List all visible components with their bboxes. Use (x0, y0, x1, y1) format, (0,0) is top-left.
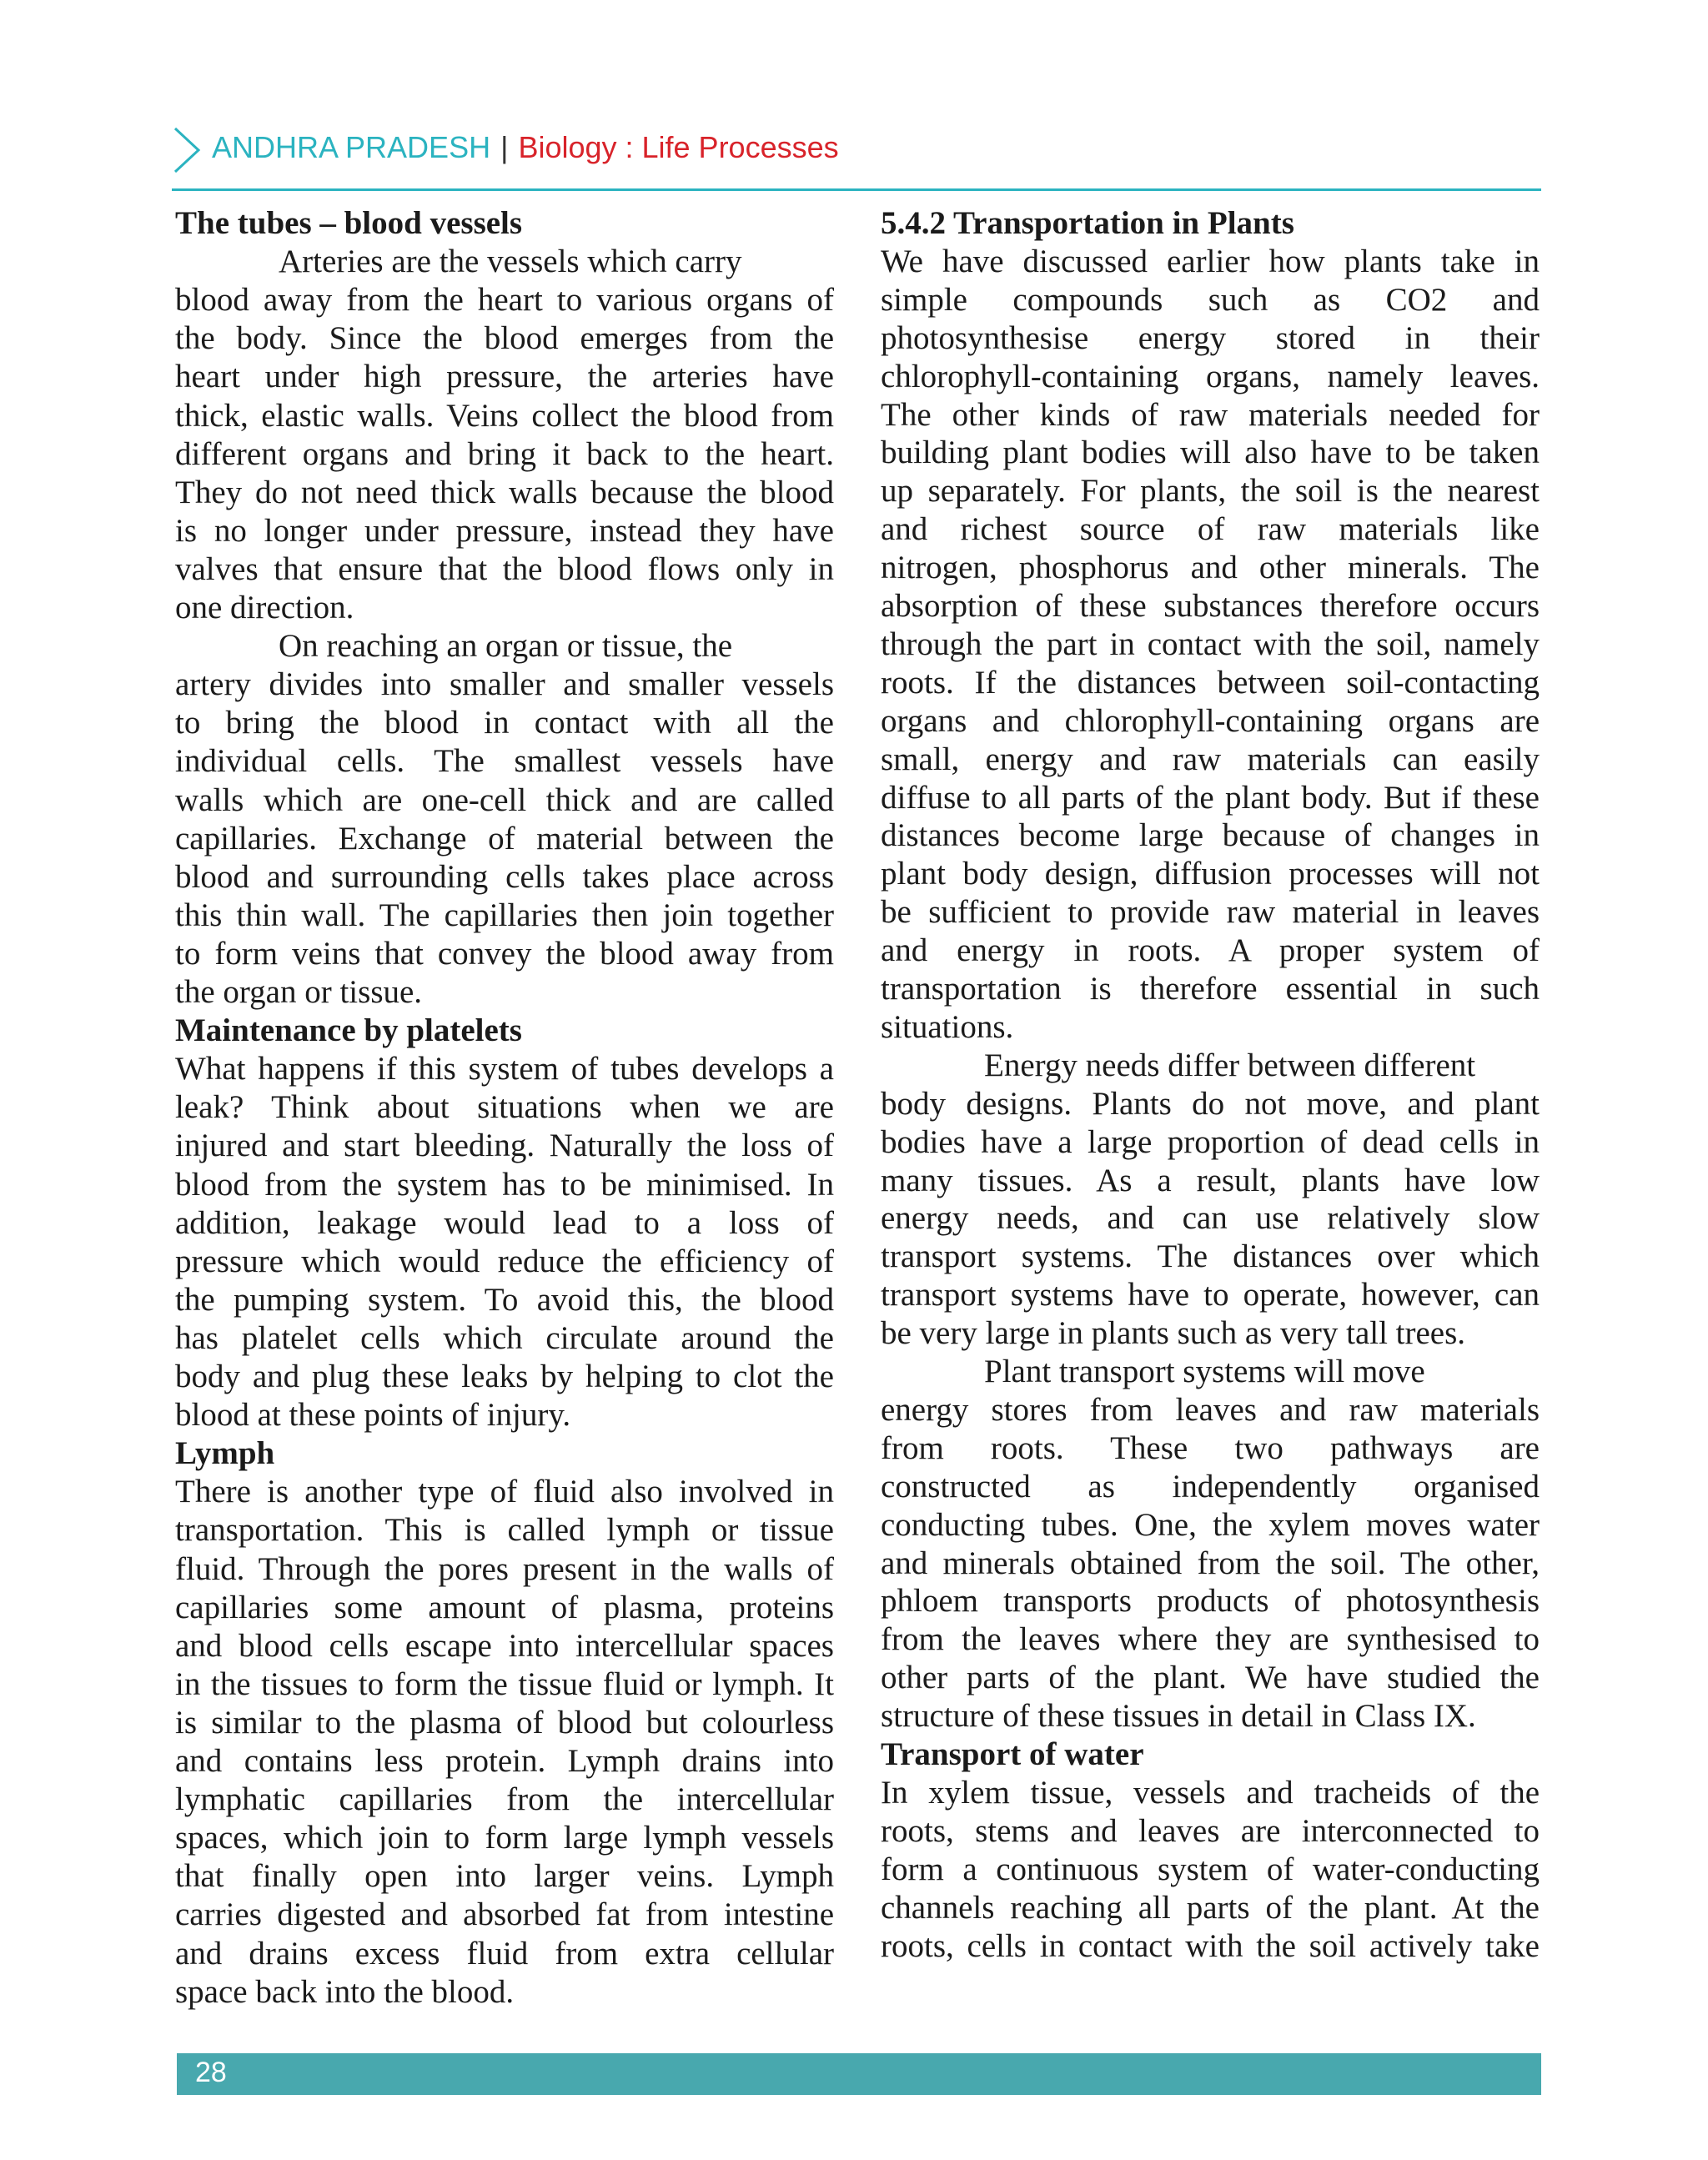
footer-bar (177, 2053, 1541, 2095)
text-line: constructed as independently organised (881, 1468, 1540, 1504)
text-line: and richest source of raw materials like (881, 511, 1540, 548)
text-line: In xylem tissue, vessels and tracheids of the (881, 1774, 1540, 1811)
text-line: transportation. This is called lymph or tissue (175, 1512, 834, 1549)
text-line: plant body design, diffusion processes will not (881, 856, 1540, 892)
text-line: structure of these tissues in detail in Class IX. (881, 1698, 1476, 1735)
section-heading: The tubes – blood vessels (175, 205, 523, 241)
text-line: spaces, which join to form large lymph vessels (175, 1820, 834, 1856)
text-line: has platelet cells which circulate around the (175, 1319, 834, 1356)
text-line: conducting tubes. One, the xylem moves water (881, 1506, 1540, 1543)
header-subject: Biology : Life Processes (518, 130, 839, 164)
text-line: transport systems. The distances over which (881, 1238, 1540, 1275)
text-line: roots, stems and leaves are interconnected to (881, 1812, 1540, 1849)
text-line: photosynthesise energy stored in their (881, 319, 1540, 356)
text-line: and minerals obtained from the soil. The other, (881, 1545, 1540, 1581)
text-line: distances become large because of changes in (881, 817, 1540, 854)
text-line: body and plug these leaks by helping to clot the (175, 1359, 834, 1394)
text-line: valves that ensure that the blood flows only in (175, 550, 834, 587)
text-line: is no longer under pressure, instead they have (175, 512, 834, 549)
text-line: simple compounds such as CO2 and (881, 281, 1540, 318)
text-line: transport systems have to operate, however, can (881, 1277, 1540, 1314)
text-line: many tissues. As a result, plants have low (881, 1162, 1540, 1198)
text-line: phloem transports products of photosynthesis (881, 1583, 1540, 1620)
text-line: roots, cells in contact with the soil actively take (881, 1927, 1540, 1964)
text-line: different organs and bring it back to the heart. (175, 435, 834, 472)
text-line: one direction. (175, 590, 354, 625)
text-line: Plant transport systems will move (984, 1354, 1425, 1389)
text-line: absorption of these substances therefore occurs (881, 588, 1540, 624)
text-line: thick, elastic walls. Veins collect the blood from (175, 397, 834, 434)
text-line: carries digested and absorbed fat from intestine (175, 1896, 834, 1933)
text-line: nitrogen, phosphorus and other minerals. The (881, 550, 1540, 586)
text-line: organs and chlorophyll-containing organs are (881, 702, 1540, 739)
text-line: individual cells. The smallest vessels have (175, 743, 834, 780)
text-line: be sufficient to provide raw material in leaves (881, 894, 1540, 931)
section-heading: Lymph (175, 1435, 275, 1472)
text-line: energy needs, and can use relatively slow (881, 1200, 1540, 1237)
text-line: other parts of the plant. We have studied the (881, 1660, 1540, 1696)
text-line: to bring the blood in contact with all the (175, 705, 834, 741)
section-heading: Transport of water (881, 1736, 1144, 1772)
text-line: blood and surrounding cells takes place across (175, 858, 834, 895)
text-line: Arteries are the vessels which carry (279, 244, 742, 280)
text-line: There is another type of fluid also involved in (175, 1474, 834, 1510)
text-line: and blood cells escape into intercellular spaces (175, 1627, 834, 1664)
text-line: Energy needs differ between different (984, 1047, 1476, 1083)
text-line: small, energy and raw materials can easily (881, 741, 1540, 777)
text-line: walls which are one-cell thick and are called (175, 781, 834, 818)
text-line: from the leaves where they are synthesised to (881, 1621, 1540, 1658)
text-line: be very large in plants such as very tall trees. (881, 1315, 1466, 1352)
text-line: artery divides into smaller and smaller vessels (175, 666, 834, 703)
text-line: addition, leakage would lead to a loss of (175, 1204, 834, 1241)
text-line: to form veins that convey the blood away from (175, 935, 834, 972)
text-line: blood away from the heart to various organs of (175, 282, 834, 319)
header-title (212, 130, 839, 165)
page-number: 28 (195, 2057, 227, 2088)
text-line: roots. If the distances between soil-contacting (881, 664, 1540, 701)
text-line: blood from the system has to be minimised. In (175, 1166, 834, 1203)
text-line: and drains excess fluid from extra cellular (175, 1935, 834, 1972)
text-line: space back into the blood. (175, 1973, 515, 2010)
text-line: pressure which would reduce the efficiency of (175, 1243, 834, 1279)
text-line: from roots. These two pathways are (881, 1429, 1540, 1466)
text-line: The other kinds of raw materials needed for (881, 396, 1540, 433)
text-line: heart under high pressure, the arteries have (175, 359, 834, 395)
text-line: up separately. For plants, the soil is the nearest (881, 473, 1540, 510)
text-line: chlorophyll-containing organs, namely leaves. (881, 358, 1540, 394)
text-line: lymphatic capillaries from the intercellular (175, 1781, 834, 1818)
text-line: diffuse to all parts of the plant body. But if these (881, 779, 1540, 816)
header-separator: | (500, 130, 509, 164)
text-line: the organ or tissue. (175, 974, 423, 1010)
text-line: and contains less protein. Lymph drains into (175, 1743, 834, 1779)
left-column (175, 203, 834, 2055)
text-line: capillaries some amount of plasma, proteins (175, 1589, 834, 1625)
text-line: channels reaching all parts of the plant. At the (881, 1889, 1540, 1926)
text-line: in the tissues to form the tissue fluid or lymph. It (175, 1665, 834, 1702)
text-line: fluid. Through the pores present in the walls of (175, 1550, 834, 1587)
text-line: building plant bodies will also have to be taken (881, 435, 1540, 471)
text-line: and energy in roots. A proper system of (881, 932, 1540, 969)
text-line: the body. Since the blood emerges from the (175, 320, 834, 357)
text-line: They do not need thick walls because the blood (175, 474, 834, 510)
text-line: through the part in contact with the soil, namely (881, 625, 1540, 662)
text-line: blood at these points of injury. (175, 1397, 571, 1434)
text-line: injured and start bleeding. Naturally the loss of (175, 1128, 834, 1164)
text-line: situations. (881, 1008, 1014, 1045)
section-heading: Maintenance by platelets (175, 1012, 522, 1049)
text-line: body designs. Plants do not move, and plant (881, 1085, 1540, 1122)
text-line: capillaries. Exchange of material between the (175, 820, 834, 856)
text-line: that finally open into larger veins. Lymph (175, 1858, 834, 1895)
text-line: What happens if this system of tubes develops a (175, 1051, 834, 1088)
text-line: transportation is therefore essential in such (881, 971, 1540, 1007)
page-header (172, 123, 1541, 191)
text-line: this thin wall. The capillaries then join together (175, 897, 834, 933)
section-heading: 5.4.2 Transportation in Plants (881, 205, 1294, 241)
text-line: energy stores from leaves and raw materials (881, 1391, 1540, 1428)
text-line: the pumping system. To avoid this, the blood (175, 1281, 834, 1318)
text-line: We have discussed earlier how plants take in (881, 243, 1540, 279)
text-line: leak? Think about situations when we are (175, 1089, 834, 1126)
header-state: ANDHRA PRADESH (212, 130, 491, 164)
text-line: On reaching an organ or tissue, the (279, 628, 733, 665)
right-column (881, 203, 1540, 2055)
text-line: bodies have a large proportion of dead cells in (881, 1123, 1540, 1160)
text-line: is similar to the plasma of blood but colourless (175, 1704, 834, 1741)
text-line: form a continuous system of water-conducting (881, 1851, 1540, 1887)
chevron-right-icon (172, 127, 202, 173)
